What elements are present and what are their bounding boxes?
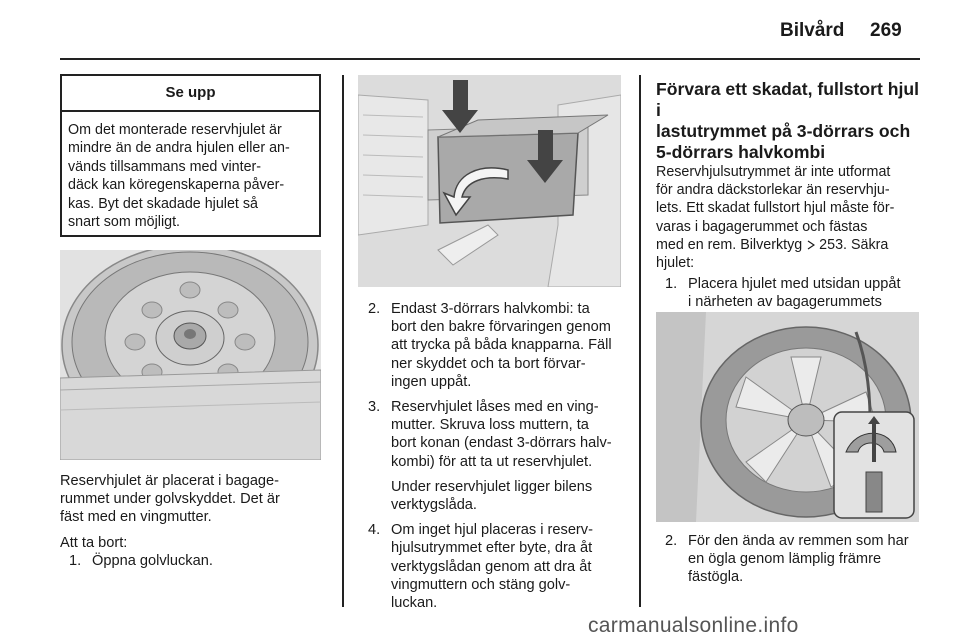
intro-line: fäst med en vingmutter. [60, 509, 212, 526]
body-line: för andra däckstorlekar än reservhju- [656, 182, 890, 199]
warning-line: Om det monterade reservhjulet är [68, 122, 282, 138]
column-3-lower-text [665, 532, 930, 587]
column-divider-1 [342, 75, 344, 607]
spare-wheel-illustration [60, 250, 321, 460]
step-line: Endast 3-dörrars halvkombi: ta [391, 301, 590, 317]
step-line: kombi) för att ta ut reservhjulet. [391, 453, 593, 470]
step-4 [368, 521, 630, 612]
warning-text [62, 112, 319, 231]
body-line [656, 236, 926, 254]
step-line: fästögla. [688, 569, 744, 586]
step-2-col3 [665, 532, 930, 587]
step-line: ner skyddet och ta bort förvar- [391, 355, 586, 372]
intro-line: rummet under golvskyddet. Det är [60, 491, 280, 508]
page-header [0, 0, 960, 60]
wheel-strap-illustration [656, 312, 919, 522]
body-line: hjulet: [656, 255, 695, 272]
warning-line: mindre än de andra hjulen eller an- [68, 140, 290, 157]
step-2 [368, 300, 630, 391]
intro-line: Reservhjulet är placerat i bagage- [60, 473, 280, 489]
rear-storage-illustration [358, 75, 621, 287]
step-line: För den ända av remmen som har [688, 533, 909, 549]
step-number: 4. [368, 522, 381, 539]
warning-line: vänds tillsammans med vinter- [68, 158, 262, 175]
remove-label: Att ta bort: [60, 534, 128, 551]
step-line: mutter. Skruva loss muttern, ta [391, 417, 589, 434]
body-text: med en rem. Bilverktyg [656, 236, 803, 253]
step-text: Öppna golvluckan. [92, 552, 213, 569]
heading-line: lastutrymmet på 3-dörrars och [656, 121, 911, 141]
heading-line: 5-dörrars halvkombi [656, 142, 826, 162]
step-note-line: Under reservhjulet ligger bilens [391, 478, 593, 495]
step-line: ingen uppåt. [391, 373, 472, 390]
step-number: 1. [69, 552, 82, 569]
body-line: lets. Ett skadat fullstort hjul måste för- [656, 200, 895, 217]
step-1 [69, 552, 330, 570]
page-reference-link[interactable]: 253 [819, 236, 844, 253]
warning-box [60, 74, 321, 237]
section-body [656, 163, 926, 272]
step-line: bort den bakre förvaringen genom [391, 319, 611, 336]
step-line: verktygslådan genom att dra åt [391, 558, 592, 575]
column-2-text [368, 300, 630, 612]
heading-line: Förvara ett skadat, fullstort hjul i [656, 79, 919, 120]
step-number: 1. [665, 276, 678, 293]
header-rule [60, 58, 920, 60]
warning-title: Se upp [62, 76, 319, 112]
step-line: i närheten av bagagerummets [688, 294, 882, 311]
column-1-text [60, 472, 330, 570]
step-3 [368, 398, 630, 514]
body-line: Reservhjulsutrymmet är inte utformat [656, 164, 891, 180]
step-note-line: verktygslåda. [391, 497, 477, 514]
page-reference-arrow-icon [806, 236, 815, 254]
section-heading [656, 79, 926, 163]
wheel-strap-figure [656, 312, 919, 522]
warning-line: snart som möjligt. [68, 214, 181, 231]
step-line: vingmuttern och stäng golv- [391, 576, 571, 593]
body-line: varas i bagagerummet och fästas [656, 218, 868, 235]
warning-line: kas. Byt det skadade hjulet så [68, 195, 258, 212]
step-line: luckan. [391, 595, 438, 612]
page-number: 269 [870, 20, 902, 41]
body-text: . Säkra [843, 236, 889, 253]
column-3-text [656, 79, 926, 330]
step-number: 2. [665, 533, 678, 549]
step-line: bort konan (endast 3-dörrars halv- [391, 435, 612, 452]
step-number: 2. [368, 301, 381, 317]
rear-storage-figure [358, 75, 621, 287]
watermark: carmanualsonline.info [588, 614, 799, 637]
section-title: Bilvård [780, 20, 845, 41]
step-number: 3. [368, 399, 381, 416]
step-line: Placera hjulet med utsidan uppåt [688, 276, 901, 293]
spare-wheel-figure [60, 250, 321, 460]
step-line: en ögla genom lämplig främre [688, 551, 882, 568]
step-line: Om inget hjul placeras i reserv- [391, 522, 593, 539]
step-line: hjulsutrymmet efter byte, dra åt [391, 540, 593, 557]
step-line: Reservhjulet låses med en ving- [391, 399, 599, 416]
step-line: att trycka på båda knapparna. Fäll [391, 337, 612, 354]
warning-line: däck kan köregenskaperna påver- [68, 177, 285, 194]
column-divider-2 [639, 75, 641, 607]
